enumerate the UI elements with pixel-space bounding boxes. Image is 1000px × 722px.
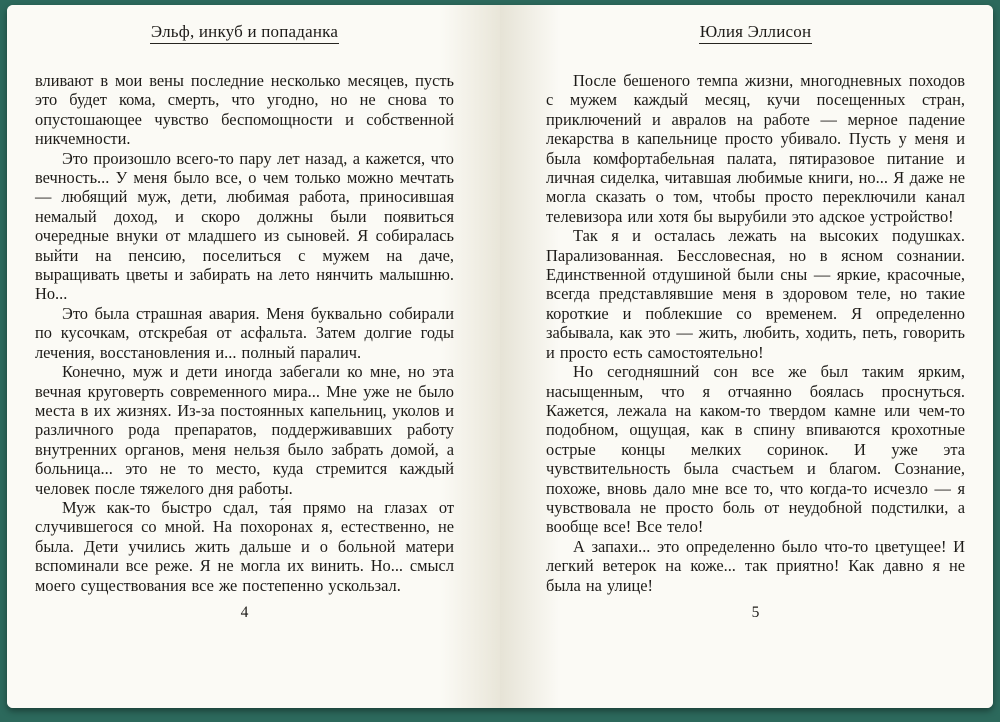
- right-page-text: [546, 71, 965, 595]
- book-title-header: Эльф, инкуб и попаданка: [150, 22, 339, 44]
- right-page-number: 5: [751, 603, 760, 621]
- left-page: [7, 5, 500, 708]
- paragraph: Так я и осталась лежать на высоких подушках. Парализованная. Бессловесная, но в ясном сознании. Единственной отдушиной были сны — яркие, красочные, всегда представлявшие меня в здоровом теле, но такие короткие и поблекшие со временем. Я определенно забывала, как это — жить, любить, ходить, петь, говорить и просто есть самостоятельно!: [546, 226, 965, 362]
- right-running-head: [546, 22, 965, 46]
- paragraph: Муж как-то быстро сдал, та́я прямо на глазах от случившегося со мной. На похоронах я, естественно, не была. Дети учились жить дальше и о больной матери вспоминали все реже. Я не могла их винить. Но... смысл моего существования все же постепенно ускользал.: [35, 497, 454, 595]
- paragraph: вливают в мои вены последние несколько месяцев, пусть это будет кома, смерть, что угодно, но не снова то опустошающее чувство беспомощности и собственной никчемности.: [35, 71, 454, 149]
- paragraph: Это произошло всего-то пару лет назад, а кажется, что вечность... У меня было все, о чем только можно мечтать — любящий муж, дети, любимая работа, приносившая немалый доход, и скоро должны были появиться очередные внуки от младшего из сыновей. Я собиралась выйти на пенсию, поселиться с мужем на даче, выращивать цветы и забирать на лето нянчить малышню. Но...: [35, 148, 454, 304]
- paragraph: Но сегодняшний сон все же был таким ярким, насыщенным, что я отчаянно боялась проснуться. Кажется, лежала на каком-то твердом камне или чем-то подобном, ощущая, как в спину впиваются крохотные острые концы мелких соринок. И уже эта чувствительность была счастьем и благом. Сознание, похоже, вновь дало мне все то, что когда-то исчезло — я чувствовала не просто боль от неудобной подстилки, а вообще все! Все тело!: [546, 362, 965, 537]
- author-name-header: Юлия Эллисон: [699, 22, 813, 44]
- left-page-number: 4: [240, 603, 249, 621]
- paragraph: Конечно, муж и дети иногда забегали ко мне, но эта вечная круговерть современного мира... Мне уже не было места в их жизнях. Из-за постоянных капельниц, уколов и различного рода препаратов, поддерживавших работу внутренних органов, меня нельзя было забрать домой, а больница... это не то место, куда стремится каждый человек после тяжелого дня работы.: [35, 362, 454, 498]
- left-running-head: [35, 22, 454, 46]
- open-book-spread: [7, 5, 993, 708]
- paragraph: После бешеного темпа жизни, многодневных походов с мужем каждый месяц, кучи посещенных стран, приключений и авралов на работе — мерное падение лекарства в капельнице просто убивало. Пусть у меня и была комфортабельная палата, пятиразовое питание и личная сиделка, читавшая любимые книги, но... Я даже не могла сказать о том, чтобы просто переключили канал телевизора или хотя бы вырубили это адское устройство!: [546, 71, 965, 226]
- right-page: [500, 5, 993, 708]
- paragraph: А запахи... это определенно было что-то цветущее! И легкий ветерок на коже... так приятно! Как давно я не была на улице!: [546, 536, 965, 595]
- paragraph: Это была страшная авария. Меня буквально собирали по кусочкам, отскребая от асфальта. Затем долгие годы лечения, восстановления и... полный паралич.: [35, 303, 454, 362]
- left-page-text: [35, 71, 454, 595]
